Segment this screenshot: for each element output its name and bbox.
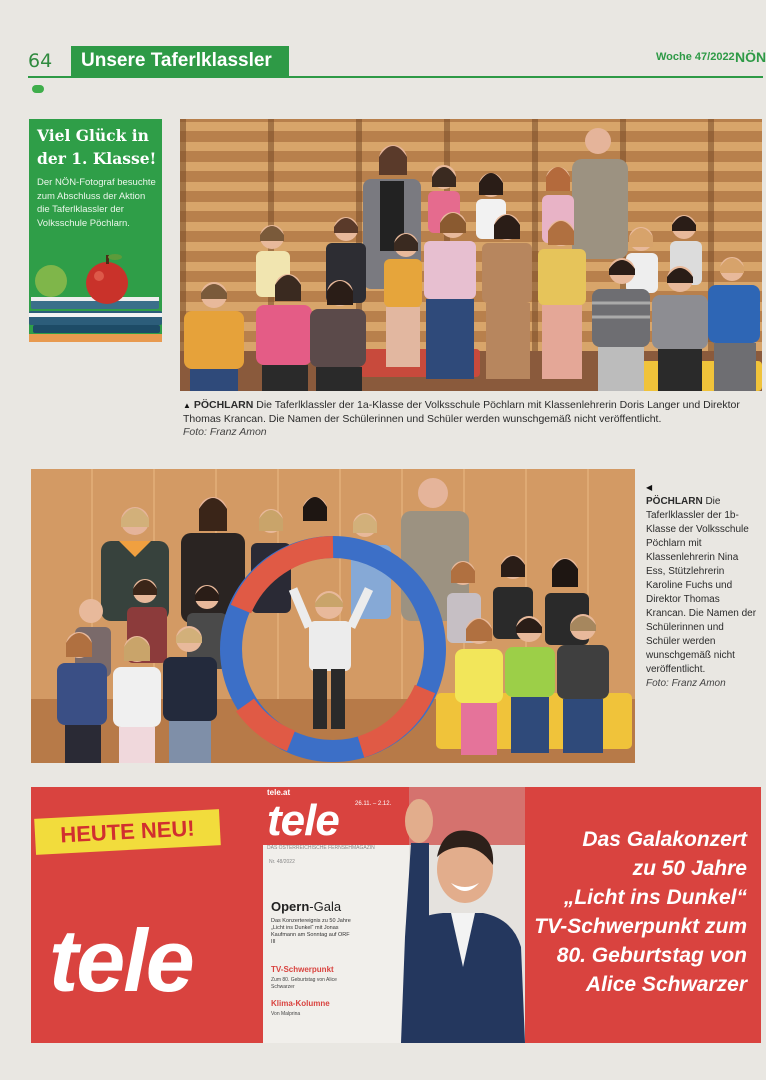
- magazine-site: tele.at: [267, 788, 291, 797]
- photo-credit: Foto: Franz Amon: [183, 426, 267, 438]
- photo-caption-1a: [183, 399, 743, 440]
- magazine-issue: Nr. 48/2022: [269, 859, 295, 865]
- issue-week: Woche 47/2022: [656, 51, 735, 63]
- photo-credit: Foto: Franz Amon: [646, 678, 726, 689]
- magazine-opern-headline: Opern-Gala: [271, 899, 342, 914]
- magazine-logo: tele: [267, 796, 339, 845]
- info-box-text: Der NÖN-Fotograf besuchte zum Abschluss der Aktion die Taferlklassler der Volksschule Pöchlarn.: [37, 177, 156, 229]
- tele-logo: tele: [49, 911, 193, 1010]
- magazine-dates: 26.11. – 2.12.: [355, 801, 392, 807]
- caption-text: Die Taferlklassler der 1b-Klasse der Volksschule Pöchlarn mit Klassenlehrerin Nina Ess, Stützlehrerin Karoline Fuchs und Direktor Thomas Krancan. Die Namen der Schülerinnen und Schüler werden wunschgemäß nicht veröffentlicht.: [646, 496, 757, 675]
- page-number: 64: [28, 50, 53, 72]
- caption-pointer-icon: ▲: [183, 401, 191, 410]
- header-rule: [28, 76, 763, 78]
- magazine-tagline: DAS ÖSTERREICHISCHE FERNSEHMAGAZIN: [267, 845, 375, 851]
- section-title: Unsere Taferlklassler: [71, 46, 289, 76]
- heute-neu-badge: HEUTE NEU!: [34, 809, 221, 855]
- apples-books-illustration: [29, 239, 162, 342]
- children-group-1a: [180, 119, 762, 391]
- tele-advertisement[interactable]: [31, 787, 761, 1043]
- newspaper-brand: NÖN: [735, 49, 766, 65]
- class-photo-1b: [31, 469, 635, 763]
- info-box: [29, 119, 162, 342]
- children-group-1b: [31, 469, 635, 763]
- class-photo-1a: [180, 119, 762, 391]
- bullet-dot: [32, 85, 44, 93]
- photo-caption-1b: [646, 481, 760, 691]
- info-box-title: Viel Glück in der 1. Klasse!: [37, 126, 157, 168]
- caption-text: Die Taferlklassler der 1a-Klasse der Volksschule Pöchlarn mit Klassenlehrerin Doris Langer und Direktor Thomas Krancan. Die Namen der Schülerinnen und Schüler werden wunschgemäß nicht veröffentlicht.: [183, 399, 740, 425]
- ad-headline: Das Galakonzert zu 50 Jahre „Licht ins Dunkel“ TV-Schwerpunkt zum 80. Geburtstag von Alice Schwarzer: [534, 828, 747, 996]
- magazine-klima-headline: Klima-Kolumne: [271, 999, 330, 1008]
- magazine-tv-text: Zum 80. Geburtstag von Alice Schwarzer: [271, 977, 337, 990]
- caption-location: PÖCHLARN: [646, 496, 703, 507]
- caption-location: PÖCHLARN: [193, 399, 254, 411]
- magazine-tv-headline: TV-Schwerpunkt: [271, 965, 334, 974]
- magazine-klima-text: Von Malprina: [271, 1011, 301, 1017]
- caption-pointer-icon: ◀: [646, 483, 653, 492]
- magazine-opern-text: Das Konzertereignis zu 50 Jahre „Licht ins Dunkel“ mit Jonas Kaufmann am Sonntag auf ORF III: [271, 918, 351, 945]
